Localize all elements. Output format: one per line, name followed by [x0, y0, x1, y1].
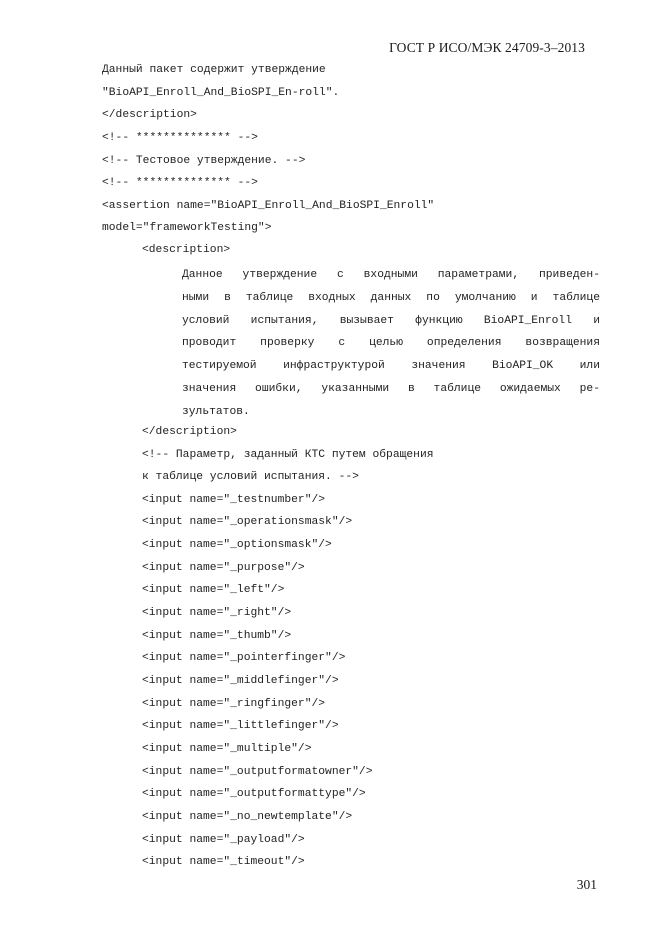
page-number: 301: [576, 877, 597, 892]
description-close-tag: </description>: [142, 426, 237, 438]
code-line: <!-- ************** -->: [102, 177, 258, 189]
code-line: "BioAPI_Enroll_And_BioSPI_En-roll".: [102, 87, 340, 99]
input-line: <input name="_middlefinger"/>: [142, 675, 339, 687]
code-line: model="frameworkTesting">: [102, 222, 272, 234]
input-line: <input name="_outputformatowner"/>: [142, 766, 373, 778]
input-line: <input name="_no_newtemplate"/>: [142, 811, 353, 823]
code-line: <!-- ************** -->: [102, 132, 258, 144]
description-line: тестируемой инфраструктурой значения BioAPI_OK или: [182, 360, 600, 373]
input-line: <input name="_optionsmask"/>: [142, 539, 332, 551]
code-line: <!-- Тестовое утверждение. -->: [102, 155, 306, 167]
comment-line: к таблице условий испытания. -->: [142, 471, 359, 483]
input-line: <input name="_outputformattype"/>: [142, 788, 366, 800]
description-line: ными в таблице входных данных по умолчанию и таблице: [182, 291, 600, 304]
code-line: <assertion name="BioAPI_Enroll_And_BioSPI_Enroll": [102, 200, 435, 212]
input-line: <input name="_timeout"/>: [142, 856, 305, 868]
input-line: <input name="_operationsmask"/>: [142, 516, 353, 528]
description-line: проводит проверку с целью определения возвращения: [182, 337, 600, 350]
description-line: значения ошибки, указанными в таблице ожидаемых ре-: [182, 382, 600, 395]
input-line: <input name="_left"/>: [142, 584, 285, 596]
input-line: <input name="_ringfinger"/>: [142, 698, 326, 710]
input-line: <input name="_multiple"/>: [142, 743, 312, 755]
description-line: Данное утверждение с входными параметрами, приведен-: [182, 269, 600, 281]
assertion-description-text: [182, 264, 600, 424]
comment-line: <!-- Параметр, заданный КТС путем обращения: [142, 449, 434, 461]
input-line: <input name="_payload"/>: [142, 834, 305, 846]
input-line: <input name="_pointerfinger"/>: [142, 652, 346, 664]
input-line: <input name="_right"/>: [142, 607, 292, 619]
input-line: <input name="_thumb"/>: [142, 630, 292, 642]
code-line: Данный пакет содержит утверждение: [102, 64, 326, 76]
code-line: </description>: [102, 109, 197, 121]
description-open-tag: <description>: [142, 244, 231, 256]
document-header: ГОСТ Р ИСО/МЭК 24709-3–2013: [389, 40, 585, 55]
input-line: <input name="_littlefinger"/>: [142, 720, 339, 732]
description-line: условий испытания, вызывает функцию BioAPI_Enroll и: [182, 314, 600, 327]
description-line: зультатов.: [182, 405, 250, 418]
input-line: <input name="_purpose"/>: [142, 562, 305, 574]
input-line: <input name="_testnumber"/>: [142, 494, 326, 506]
